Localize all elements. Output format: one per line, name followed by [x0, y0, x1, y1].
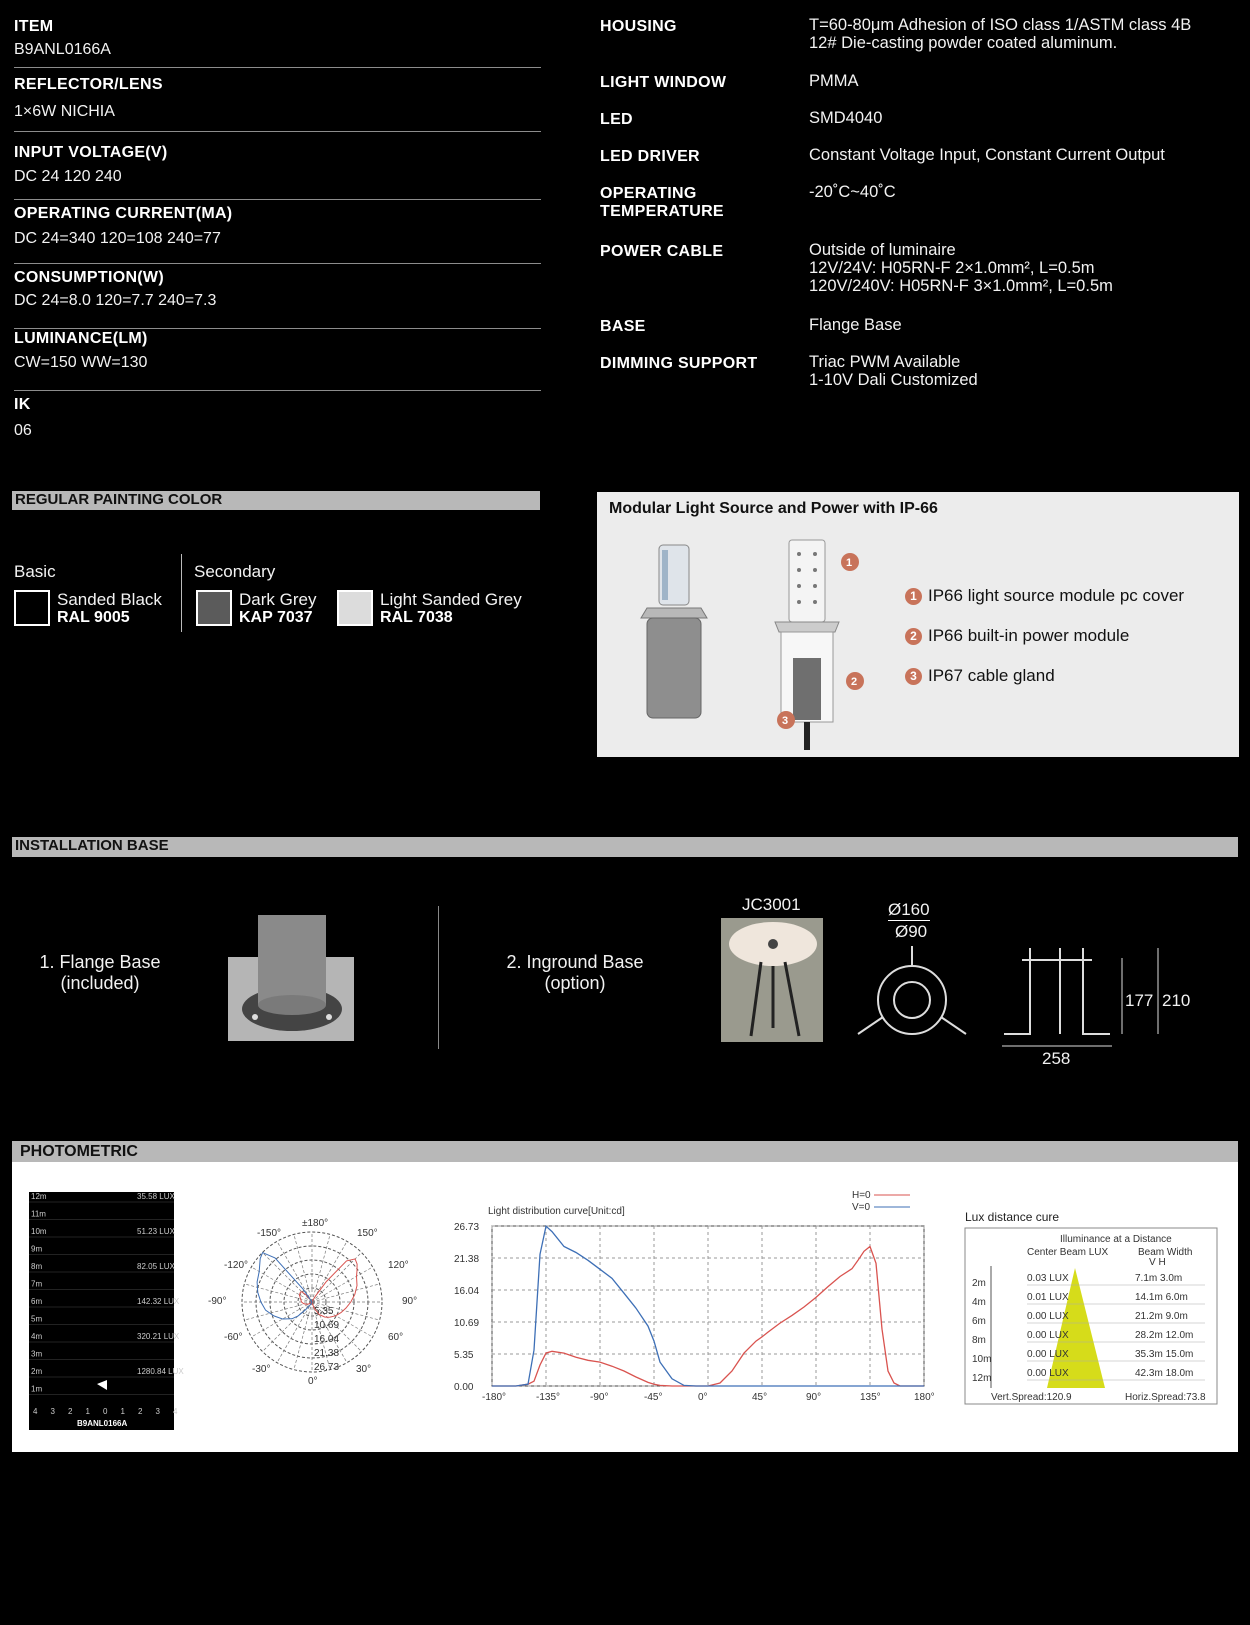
outer-diameter: Ø160 [888, 900, 930, 919]
lux-beamwidth: 35.3m 15.0m [1135, 1349, 1194, 1360]
polar-spoke [263, 1302, 312, 1351]
inner-diameter: Ø90 [895, 922, 928, 941]
color-name: Sanded Black [57, 590, 162, 609]
isolux-distance: 1m [31, 1384, 43, 1394]
polar-spoke [312, 1253, 361, 1302]
spec-value: -20˚C~40˚C [809, 183, 896, 201]
spec-value: 1×6W NICHIA [14, 103, 115, 120]
outer-ring [878, 966, 946, 1034]
module-callout [905, 586, 1184, 606]
color-swatch [14, 590, 50, 626]
spec-label: POWER CABLE [600, 243, 724, 260]
secondary-label: Secondary [194, 562, 276, 581]
isolux-xtick: 3 [155, 1407, 160, 1416]
divider [14, 328, 541, 329]
divider [14, 199, 541, 200]
lux-value: 0.03 LUX [1027, 1273, 1069, 1284]
color-name: Light Sanded Grey [380, 590, 522, 609]
legend-label: V=0 [852, 1202, 871, 1213]
isolux-distance: 4m [31, 1332, 43, 1341]
isolux-xtick: 2 [138, 1407, 143, 1416]
height-210: 210 [1162, 991, 1191, 1010]
polar-spoke [251, 1302, 312, 1337]
isolux-lux: 320.21 LUX [137, 1332, 180, 1341]
module-callout [905, 666, 1055, 686]
isolux-item: B9ANL0166A [77, 1419, 128, 1428]
pole [258, 915, 326, 1005]
polar-ring-label: 16.04 [314, 1334, 340, 1345]
spec-value: 06 [14, 422, 32, 439]
polar-angle-label: -30° [252, 1364, 271, 1375]
chart-title: Light distribution curve[Unit:cd] [488, 1206, 625, 1217]
module-title: Modular Light Source and Power with IP-66 [609, 500, 938, 517]
isolux-distance: 12m [31, 1192, 47, 1201]
lux-distance: 6m [972, 1316, 986, 1327]
isolux-distance: 2m [31, 1367, 43, 1376]
legend-label: H=0 [852, 1190, 871, 1201]
inner-ring [894, 982, 930, 1018]
lux-beamwidth: 14.1m 6.0m [1135, 1292, 1188, 1303]
spec-value: SMD4040 [809, 109, 883, 127]
spec-value: DC 24=8.0 120=7.7 240=7.3 [14, 292, 217, 309]
basic-label: Basic [14, 562, 56, 581]
isolux-xtick: 1 [120, 1407, 125, 1416]
x-tick: 135° [860, 1392, 881, 1403]
height-177: 177 [1125, 991, 1154, 1010]
isolux-lux: 35.58 LUX [137, 1192, 175, 1201]
photometric-section-title: PHOTOMETRIC [12, 1141, 1238, 1163]
callout-number: 3 [905, 668, 922, 685]
isolux-xtick: 1 [85, 1407, 90, 1416]
color-code: KAP 7037 [239, 609, 313, 626]
lux-distance-title: Lux distance cure [965, 1210, 1060, 1224]
spec-label: LED [600, 111, 633, 128]
spec-label: OPERATING TEMPERATURE [600, 185, 724, 220]
color-code: RAL 7038 [380, 609, 453, 626]
lux-beamwidth: 28.2m 12.0m [1135, 1330, 1194, 1341]
flange-base-image [228, 915, 356, 1043]
spec-value: B9ANL0166A [14, 41, 111, 58]
lux-value: 0.00 LUX [1027, 1349, 1069, 1360]
isolux-xtick: 4 [33, 1407, 38, 1416]
isolux-xtick: 4 [173, 1407, 178, 1416]
callout-number: 1 [905, 588, 922, 605]
lux-distance: 2m [972, 1278, 986, 1289]
lux-value: 0.01 LUX [1027, 1292, 1069, 1303]
cable [804, 722, 810, 750]
spec-label: CONSUMPTION(W) [14, 269, 164, 286]
x-tick: -45° [644, 1392, 663, 1403]
color-swatch [196, 590, 232, 626]
polar-spoke [244, 1284, 312, 1302]
callout-3-num: 3 [782, 715, 789, 727]
callout-text: IP66 built-in power module [928, 626, 1130, 645]
spec-label: OPERATING CURRENT(MA) [14, 205, 233, 222]
polar-spoke [277, 1302, 312, 1363]
divider [14, 390, 541, 391]
callout-text: IP67 cable gland [928, 666, 1055, 685]
screw-right [326, 1014, 332, 1020]
base-top-view [852, 942, 972, 1042]
spec-value: T=60-80μm Adhesion of ISO class 1/ASTM class 4B 12# Die-casting powder coated aluminum. [809, 16, 1192, 52]
spec-label: BASE [600, 318, 646, 335]
spec-label: ITEM [14, 18, 54, 35]
y-tick: 10.69 [454, 1318, 480, 1330]
polar-angle-label: -60° [224, 1332, 243, 1343]
lux-value: 0.00 LUX [1027, 1311, 1069, 1322]
spec-label: IK [14, 396, 31, 413]
pc-cover [789, 540, 825, 622]
spec-value: Triac PWM Available 1-10V Dali Customized [809, 353, 978, 389]
lux-value: 0.00 LUX [1027, 1330, 1069, 1341]
photometric-panel [12, 1162, 1238, 1452]
polar-ring-label: 21.38 [314, 1348, 340, 1359]
spec-label: DIMMING SUPPORT [600, 355, 758, 372]
lux-value: 0.00 LUX [1027, 1368, 1069, 1379]
flange-ring [641, 608, 707, 618]
isolux-diagram [29, 1192, 184, 1430]
lux-header: Illuminance at a Distance [1060, 1234, 1172, 1245]
lux-distance: 12m [972, 1373, 992, 1384]
spec-value: Constant Voltage Input, Constant Current Output [809, 146, 1165, 164]
power-module [793, 658, 821, 720]
spec-value: CW=150 WW=130 [14, 354, 148, 371]
pole-bottom [258, 995, 326, 1015]
flange-base-label: 1. Flange Base (included) [39, 952, 161, 993]
isolux-distance: 9m [31, 1244, 43, 1254]
base-model: JC3001 [742, 895, 801, 914]
y-tick: 16.04 [454, 1285, 480, 1297]
color-name: Dark Grey [239, 590, 317, 609]
x-tick: 90° [806, 1392, 822, 1403]
divider [438, 906, 439, 1049]
polar-angle-label: 30° [356, 1364, 372, 1375]
base-body [647, 618, 701, 718]
isolux-distance: 10m [31, 1227, 47, 1236]
spec-label: INPUT VOLTAGE(V) [14, 144, 168, 161]
isolux-lux: 51.23 LUX [137, 1227, 175, 1236]
polar-ring-label: 10.69 [314, 1320, 340, 1331]
led-strip [662, 550, 668, 600]
spec-value: Outside of luminaire 12V/24V: H05RN-F 2×1.0mm², L=0.5m 120V/240V: H05RN-F 3×1.0mm², L=0.5m [809, 241, 1113, 295]
inground-base-label: 2. Inground Base (option) [506, 952, 644, 993]
polar-angle-label: 150° [357, 1228, 378, 1239]
callout-text: IP66 light source module pc cover [928, 586, 1185, 605]
polar-spoke [251, 1267, 312, 1302]
y-tick: 21.38 [454, 1254, 480, 1266]
polar-angle-label: 90° [402, 1296, 418, 1307]
spec-label: REFLECTOR/LENS [14, 76, 163, 93]
module-callout [905, 626, 1129, 646]
spec-label: LIGHT WINDOW [600, 74, 727, 91]
polar-angle-label: 60° [388, 1332, 404, 1343]
spec-label: LED DRIVER [600, 148, 700, 165]
isolux-lux: 82.05 LUX [137, 1262, 175, 1271]
light-distribution-chart [450, 1192, 970, 1427]
lux-horiz-spread: Horiz.Spread:73.8 [1125, 1392, 1206, 1403]
polar-ring-label: 26.73 [314, 1362, 340, 1373]
color-code: RAL 9005 [57, 609, 130, 626]
isolux-lux: 142.32 LUX [137, 1297, 180, 1306]
isolux-distance: 3m [31, 1349, 43, 1359]
divider [14, 263, 541, 264]
x-tick: -180° [482, 1392, 507, 1403]
polar-angle-label: -150° [257, 1228, 282, 1239]
polar-spoke [263, 1253, 312, 1302]
polar-diagram [192, 1192, 432, 1402]
spec-value: PMMA [809, 72, 859, 90]
width-258: 258 [1042, 1049, 1071, 1068]
x-tick: 45° [752, 1392, 768, 1403]
spec-value: Flange Base [809, 316, 902, 334]
isolux-distance: 6m [31, 1297, 43, 1306]
lux-beamwidth: 21.2m 9.0m [1135, 1311, 1188, 1322]
lux-beamwidth: 7.1m 3.0m [1135, 1273, 1183, 1284]
lux-distance-chart [965, 1228, 1220, 1408]
lux-header: Center Beam LUX [1027, 1247, 1109, 1258]
callout-1-num: 1 [846, 557, 853, 569]
polar-ring-label: 5.35 [314, 1306, 334, 1317]
screw-left [252, 1014, 258, 1020]
polar-angle-label: 0° [308, 1376, 318, 1387]
callout-2-num: 2 [851, 676, 858, 688]
spec-label: LUMINANCE(LM) [14, 330, 148, 347]
x-tick: -90° [590, 1392, 609, 1403]
y-tick: 0.00 [454, 1382, 474, 1393]
isolux-distance: 7m [31, 1279, 43, 1289]
lux-distance: 4m [972, 1297, 986, 1308]
isolux-distance: 11m [31, 1209, 46, 1219]
spec-value: DC 24=340 120=108 240=77 [14, 230, 221, 247]
inground-base-image [721, 918, 823, 1042]
spec-value: DC 24 120 240 [14, 168, 122, 185]
polar-angle-label: 120° [388, 1260, 409, 1271]
painting-section-title: REGULAR PAINTING COLOR [12, 491, 540, 510]
isolux-xtick: 2 [68, 1407, 73, 1416]
lux-header: V H [1149, 1257, 1166, 1268]
x-tick: 180° [914, 1392, 935, 1403]
callout-number: 2 [905, 628, 922, 645]
x-tick: -135° [536, 1392, 561, 1403]
lux-distance: 10m [972, 1354, 992, 1365]
color-swatch [337, 590, 373, 626]
isolux-distance: 5m [31, 1314, 43, 1324]
legs [858, 946, 966, 1034]
isolux-xtick: 0 [103, 1407, 108, 1416]
isolux-xtick: 3 [50, 1407, 55, 1416]
installation-section-title: INSTALLATION BASE [12, 837, 1238, 857]
module-ring [775, 622, 839, 632]
lux-beamwidth: 42.3m 18.0m [1135, 1368, 1194, 1379]
lux-distance: 8m [972, 1335, 986, 1346]
polar-angle-label: -90° [208, 1296, 227, 1307]
divider [14, 67, 541, 68]
lux-vert-spread: Vert.Spread:120.9 [991, 1392, 1072, 1403]
polar-label: ±180° [302, 1218, 329, 1229]
center-hole [768, 939, 778, 949]
lux-header: Beam Width [1138, 1247, 1193, 1258]
divider [14, 131, 541, 132]
y-tick: 5.35 [454, 1349, 474, 1361]
x-tick: 0° [698, 1392, 708, 1403]
isolux-distance: 8m [31, 1262, 43, 1271]
module-panel [597, 492, 1239, 757]
polar-angle-label: -120° [224, 1260, 249, 1271]
y-tick: 26.73 [454, 1222, 480, 1233]
divider [181, 554, 182, 632]
isolux-lux: 1280.84 LUX [137, 1367, 184, 1376]
module-illustration [617, 540, 877, 750]
spec-label: HOUSING [600, 18, 677, 35]
